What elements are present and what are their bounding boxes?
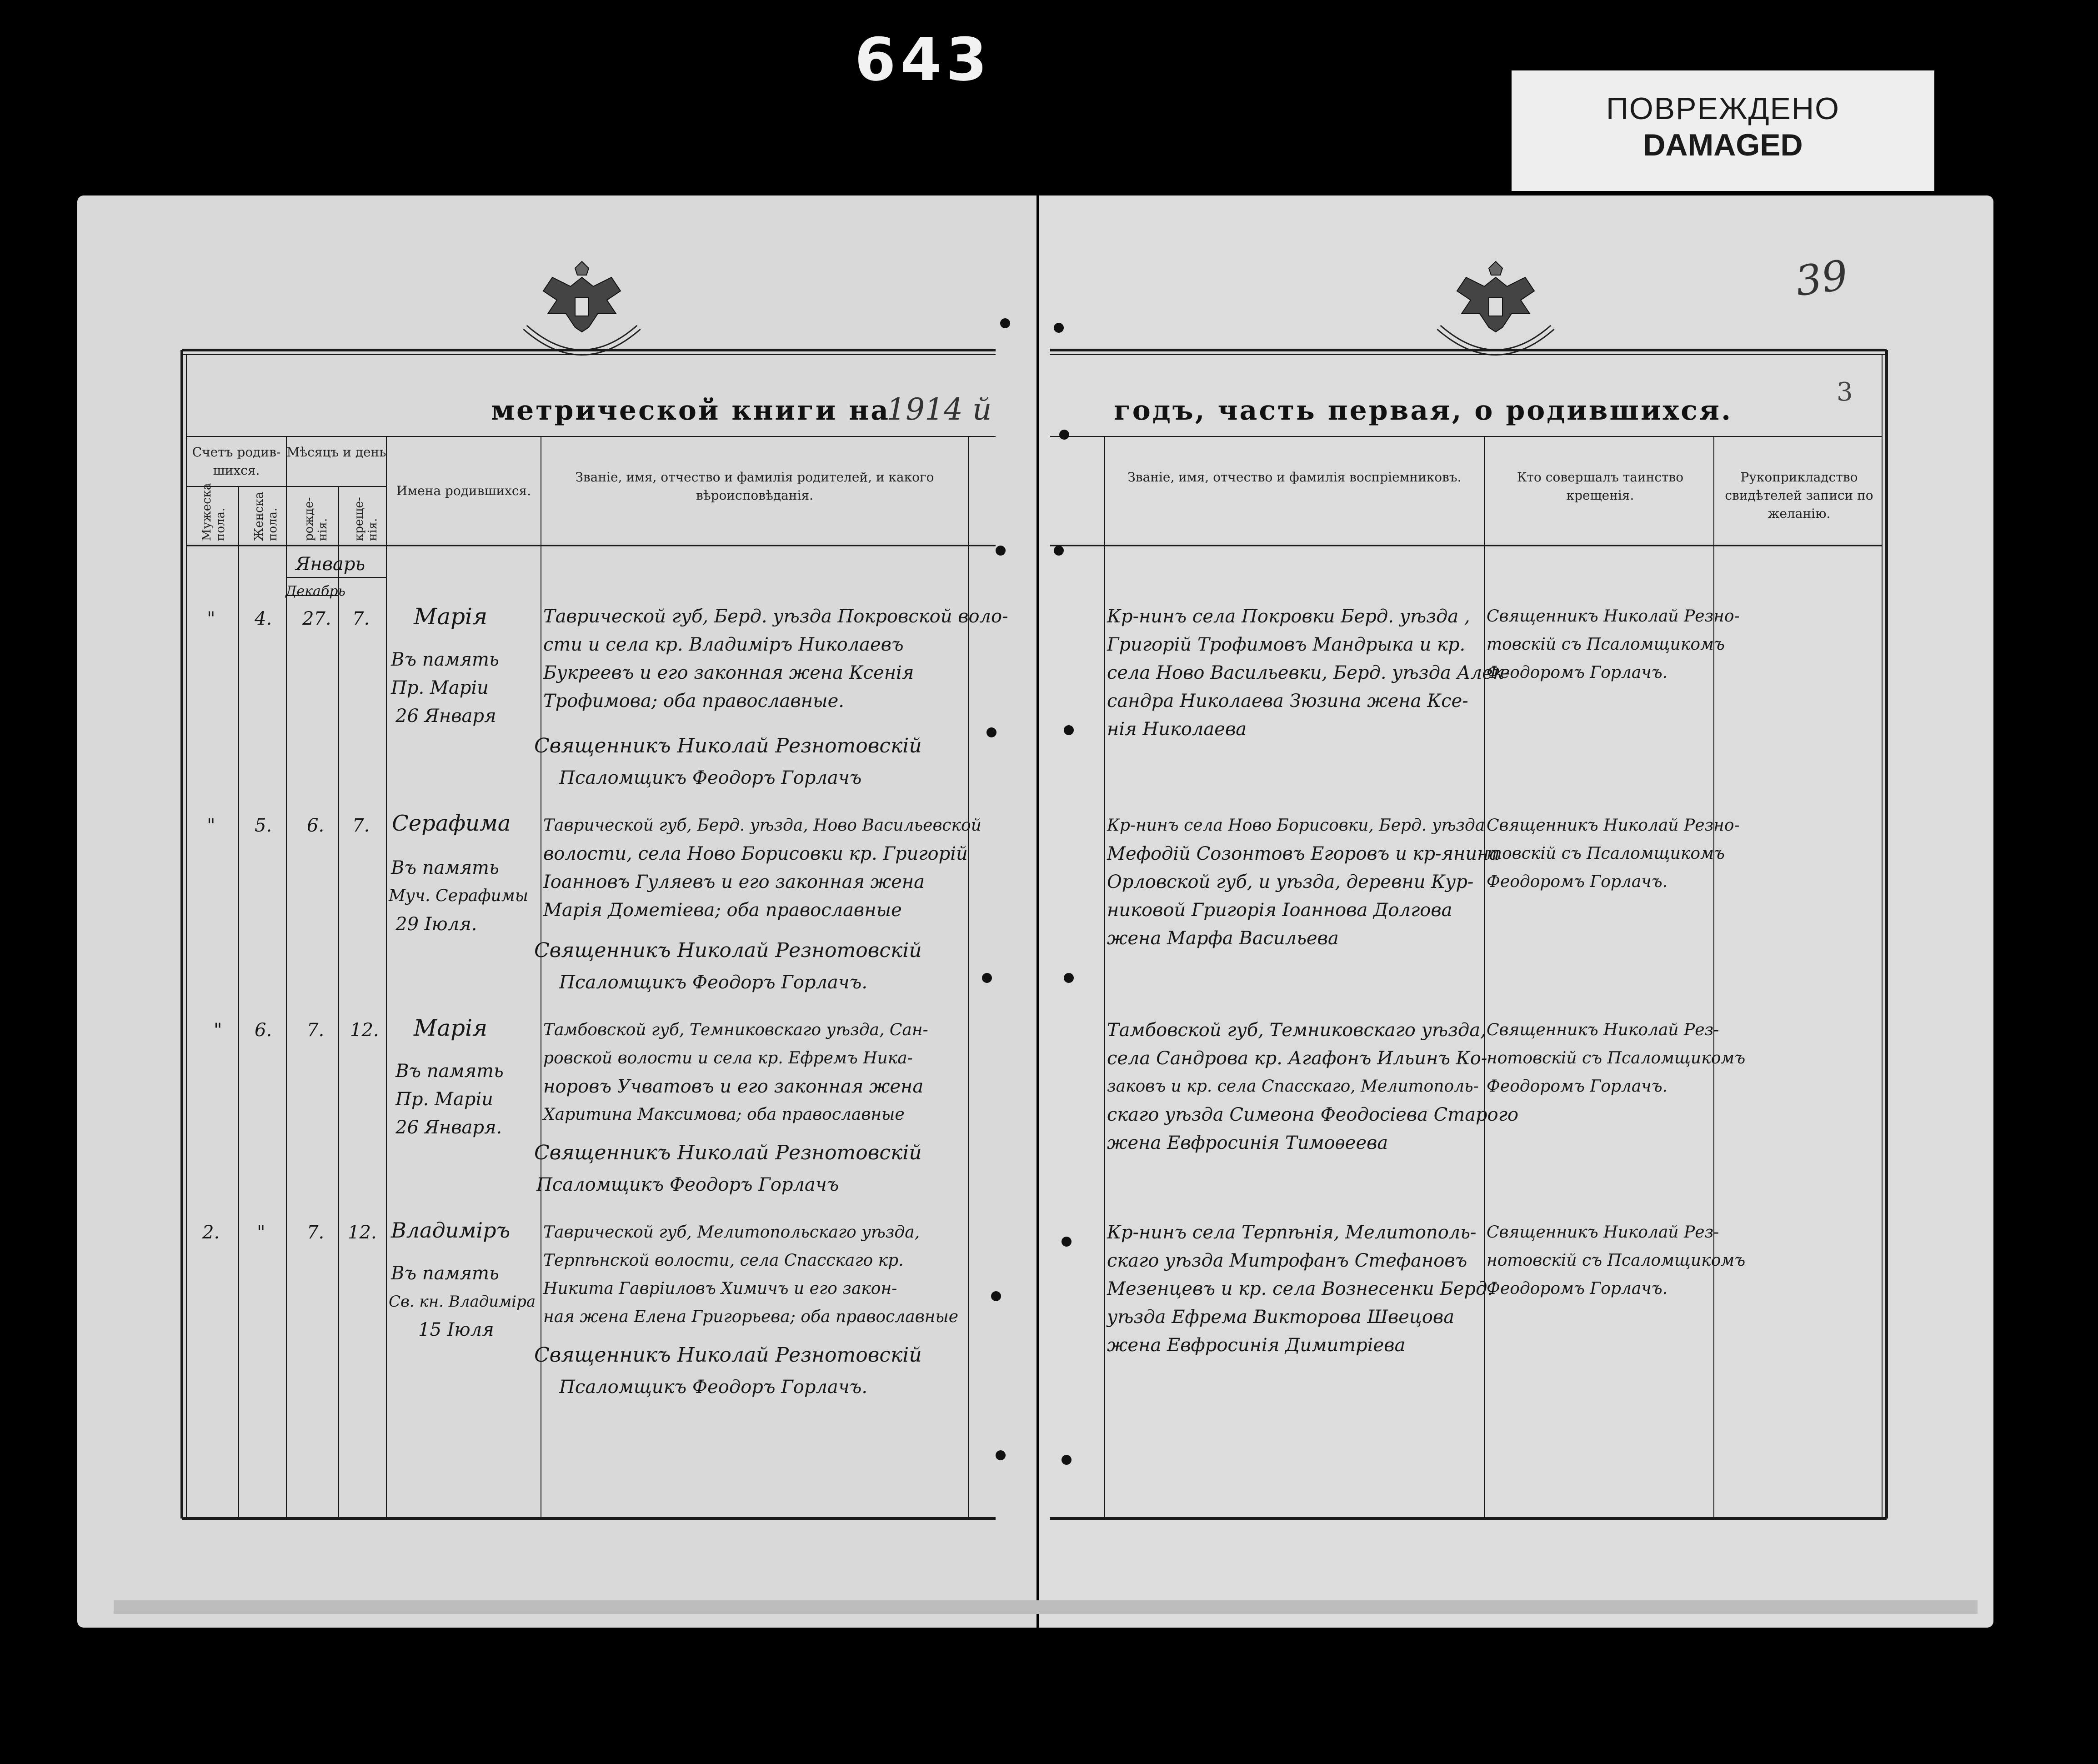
- damaged-label-en: DAMAGED: [1643, 128, 1803, 162]
- binding-hole: [996, 1450, 1006, 1460]
- header-parents: Званіе, имя, отчество и фамилія родителей, и какого вѣроисповѣданія.: [575, 470, 934, 503]
- entry-parents-4: Харитина Максимова; оба православные: [543, 1105, 905, 1124]
- entry-signature-priest: Священникъ Николай Резнотовскій: [534, 1343, 922, 1367]
- header-signatures: Рукоприкладство свидѣтелей записи по желанію.: [1725, 470, 1873, 521]
- entry-performer-2: нотовскій съ Псаломщикомъ: [1487, 1251, 1746, 1270]
- entry-born: 27.: [302, 608, 331, 629]
- entry-signature-psalmist: Псаломщикъ Феодоръ Горлачъ.: [559, 1377, 868, 1398]
- entry-parents-1: Таврической губ, Берд. уѣзда, Ново Васильевской: [543, 816, 981, 835]
- entry-godparents-1: Кр-нинъ села Терпѣнія, Мелитополь-: [1107, 1222, 1477, 1243]
- header-count: Счетъ родив-шихся.: [192, 445, 281, 478]
- binding-hole: [982, 973, 992, 983]
- entry-name: Марія: [414, 603, 488, 630]
- entry-signature-priest: Священникъ Николай Резнотовскій: [534, 939, 922, 962]
- entry-godparents-4: сандра Николаева Зюзина жена Ксе-: [1107, 691, 1468, 712]
- entry-name-note-2: Св. кн. Владиміра: [389, 1293, 536, 1311]
- entry-parents-2: волости, села Ново Борисовки кр. Григорій: [543, 843, 968, 864]
- entry-born: 7.: [307, 1222, 325, 1243]
- entry-performer-1: Священникъ Николай Резно-: [1487, 607, 1740, 626]
- title-year: 1914 й: [886, 392, 992, 427]
- entry-godparents-5: жена Евфросинія Тимоѳеева: [1107, 1133, 1388, 1153]
- binding-hole: [986, 727, 996, 737]
- entry-performer-1: Священникъ Николай Рез-: [1487, 1223, 1719, 1242]
- binding-hole: [1064, 725, 1074, 735]
- entry-name-note-2: Пр. Маріи: [396, 1089, 493, 1110]
- entry-female: 6.: [255, 1020, 272, 1041]
- entry-name-note-1: Въ память: [391, 649, 499, 670]
- entry-born: 7.: [307, 1020, 325, 1041]
- entry-name-note-3: 29 Іюля.: [396, 914, 477, 935]
- entry-performer-3: Феодоромъ Горлачъ.: [1487, 872, 1668, 891]
- entry-signature-psalmist: Псаломщикъ Феодоръ Горлачъ: [536, 1174, 839, 1195]
- entry-godparents-4: уѣзда Ефрема Викторова Швецова: [1107, 1307, 1455, 1328]
- entry-parents-3: Букреевъ и его законная жена Ксенія: [543, 662, 914, 683]
- entry-godparents-3: села Ново Васильевки, Берд. уѣзда Алек-: [1107, 662, 1510, 683]
- entry-godparents-4: скаго уѣзда Симеона Феодосіева Старого: [1107, 1104, 1519, 1125]
- entry-performer-1: Священникъ Николай Рез-: [1487, 1021, 1719, 1039]
- entry-godparents-4: никовой Григорія Іоаннова Долгова: [1107, 900, 1452, 921]
- entry-female: 4.: [255, 608, 272, 629]
- page-number-right: 3: [1837, 377, 1853, 407]
- entry-performer-3: Феодоромъ Горлачъ.: [1487, 663, 1668, 682]
- entry-name-note-3: 26 Января: [396, 706, 496, 727]
- binding-hole: [991, 1291, 1001, 1301]
- header-birth: рожде-нія.: [302, 497, 330, 541]
- entry-baptized: 7.: [352, 608, 370, 629]
- entry-parents-4: Марія Дометіева; оба православные: [543, 900, 902, 921]
- entry-name-note-3: 26 Января.: [396, 1117, 502, 1138]
- entry-name-note-2: Пр. Маріи: [391, 677, 489, 698]
- entry-godparents-2: Григорій Трофимовъ Мандрыка и кр.: [1107, 634, 1466, 655]
- damaged-label-ru: ПОВРЕЖДЕНО: [1606, 91, 1840, 126]
- entry-signature-priest: Священникъ Николай Резнотовскій: [534, 734, 922, 757]
- entry-name-note-1: Въ память: [391, 1263, 499, 1284]
- binding-hole: [1062, 1237, 1072, 1247]
- header-godparents: Званіе, имя, отчество и фамилія воспріемниковъ.: [1127, 470, 1462, 485]
- binding-hole: [996, 546, 1006, 556]
- entry-parents-2: Терпѣнской волости, села Спасскаго кр.: [543, 1251, 904, 1270]
- entry-godparents-3: заковъ и кр. села Спасскаго, Мелитополь-: [1107, 1077, 1479, 1096]
- binding-hole: [1064, 973, 1074, 983]
- entry-parents-4: ная жена Елена Григорьева; оба православные: [543, 1308, 959, 1326]
- header-baptism: креще-нія.: [352, 497, 380, 541]
- entry-born: 6.: [307, 815, 325, 836]
- entry-parents-1: Таврической губ, Мелитопольскаго уѣзда,: [543, 1223, 920, 1242]
- entry-parents-4: Трофимова; оба православные.: [543, 691, 844, 712]
- entry-godparents-5: нія Николаева: [1107, 719, 1247, 740]
- entry-performer-1: Священникъ Николай Резно-: [1487, 816, 1740, 835]
- entry-name: Владиміръ: [391, 1218, 511, 1243]
- entry-performer-2: нотовскій съ Псаломщикомъ: [1487, 1049, 1746, 1067]
- entry-performer-2: товскій съ Псаломщикомъ: [1487, 844, 1725, 863]
- entry-parents-2: ровской волости и села кр. Ефремъ Ника-: [543, 1049, 913, 1067]
- entry-baptized: 12.: [348, 1222, 377, 1243]
- entry-godparents-2: Мефодій Созонтовъ Егоровъ и кр-янина: [1107, 843, 1500, 864]
- entry-godparents-2: скаго уѣзда Митрофанъ Стефановъ: [1107, 1250, 1467, 1271]
- entry-signature-priest: Священникъ Николай Резнотовскій: [534, 1141, 922, 1164]
- header-female: Женска пола.: [252, 491, 280, 541]
- entry-performer-3: Феодоромъ Горлачъ.: [1487, 1077, 1668, 1096]
- entry-godparents-1: Кр-нинъ села Ново Борисовки, Берд. уѣзда: [1107, 816, 1485, 835]
- binding-hole: [1054, 323, 1064, 333]
- binding-hole: [1000, 318, 1010, 328]
- entry-performer-2: товскій съ Псаломщикомъ: [1487, 635, 1725, 654]
- binding-hole: [1059, 430, 1069, 440]
- entry-baptized: 12.: [350, 1020, 379, 1041]
- month-note: Январь: [295, 554, 366, 575]
- entry-parents-2: сти и села кр. Владиміръ Николаевъ: [543, 634, 904, 655]
- frame-number: 643: [855, 25, 992, 94]
- entry-parents-3: норовъ Учватовъ и его законная жена: [543, 1076, 924, 1097]
- entry-signature-psalmist: Псаломщикъ Феодоръ Горлачъ.: [559, 972, 868, 993]
- entry-name-note-1: Въ память: [396, 1061, 504, 1082]
- entry-parents-3: Никита Гавріиловъ Химичъ и его закон-: [543, 1279, 897, 1298]
- title-right: годъ, часть первая, о родившихся.: [1114, 395, 1732, 426]
- entry-parents-3: Іоанновъ Гуляевъ и его законная жена: [543, 872, 925, 892]
- entry-godparents-1: Кр-нинъ села Покровки Берд. уѣзда ,: [1107, 606, 1470, 627]
- entry-parents-1: Тамбовской губ, Темниковскаго уѣзда, Сан-: [543, 1021, 928, 1039]
- entry-godparents-2: села Сандрова кр. Агафонъ Ильинъ Ко-: [1107, 1048, 1487, 1069]
- entry-godparents-5: жена Марфа Васильева: [1107, 928, 1339, 949]
- entry-male: ": [214, 1020, 222, 1041]
- entry-name: Марія: [414, 1015, 488, 1041]
- prev-month-note: Декабрь: [285, 583, 345, 599]
- entry-name-note-3: 15 Іюля: [418, 1319, 494, 1340]
- entry-godparents-1: Тамбовской губ, Темниковскаго уѣзда,: [1107, 1020, 1486, 1041]
- entry-male: ": [207, 608, 215, 629]
- folio-mark: 39: [1793, 251, 1851, 306]
- entry-godparents-3: Орловской губ, и уѣзда, деревни Кур-: [1107, 872, 1474, 892]
- header-names: Имена родившихся.: [396, 483, 531, 498]
- header-performer: Кто совершалъ таинство крещенія.: [1517, 470, 1684, 503]
- entry-performer-3: Феодоромъ Горлачъ.: [1487, 1279, 1668, 1298]
- title-left: метрической книги на: [491, 395, 890, 426]
- entry-parents-1: Таврической губ, Берд. уѣзда Покровской воло-: [543, 606, 1008, 627]
- entry-godparents-5: жена Евфросинія Димитріева: [1107, 1335, 1406, 1356]
- header-male: Мужеска пола.: [200, 483, 227, 541]
- entry-male: ": [207, 815, 215, 836]
- entry-male: 2.: [202, 1222, 220, 1243]
- binding-hole: [1062, 1455, 1072, 1465]
- entry-signature-psalmist: Псаломщикъ Феодоръ Горлачъ: [559, 767, 862, 788]
- entry-female: ": [257, 1222, 265, 1243]
- entry-name-note-1: Въ память: [391, 857, 499, 878]
- entry-name: Серафима: [392, 811, 511, 836]
- binding-hole: [1054, 546, 1064, 556]
- entry-godparents-3: Мезенцевъ и кр. села Вознесенки Берд.: [1107, 1278, 1493, 1299]
- entry-female: 5.: [255, 815, 272, 836]
- entry-name-note-2: Муч. Серафимы: [389, 887, 528, 905]
- entry-baptized: 7.: [352, 815, 370, 836]
- header-month-day: Мѣсяцъ и день: [286, 445, 386, 460]
